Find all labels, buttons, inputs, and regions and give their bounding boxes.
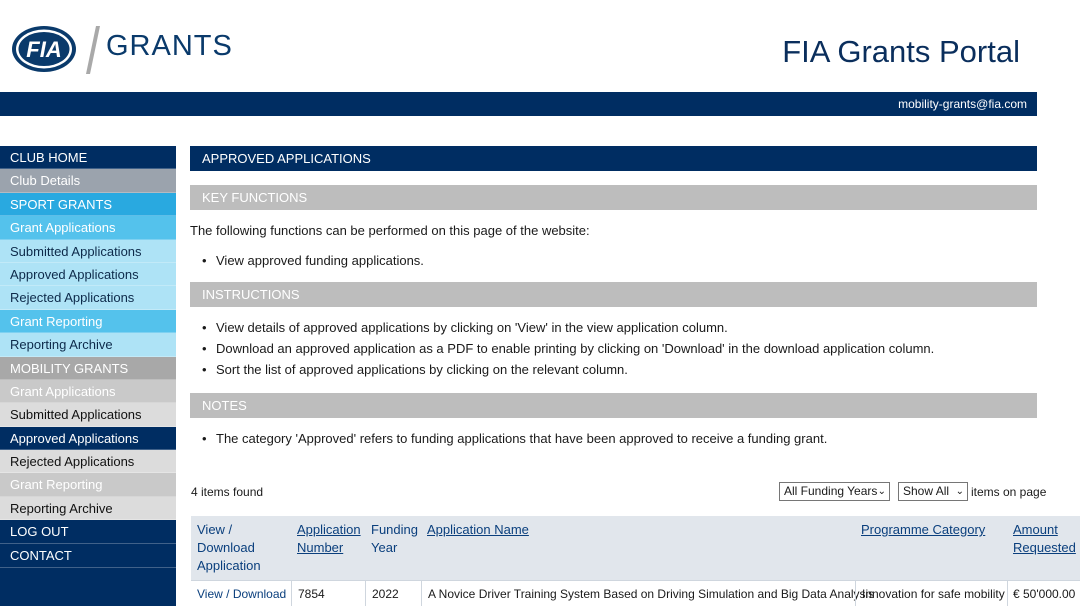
sidebar-item-contact[interactable]: CONTACT: [0, 544, 176, 568]
page-title: APPROVED APPLICATIONS: [190, 146, 1037, 171]
sidebar-item-sport-submitted-applications[interactable]: Submitted Applications: [0, 240, 176, 263]
instructions-list: [190, 317, 1037, 380]
contact-email[interactable]: mobility-grants@fia.com: [898, 97, 1027, 111]
instructions-heading: INSTRUCTIONS: [190, 282, 1037, 307]
view-link[interactable]: View: [197, 587, 223, 601]
page-header: [0, 0, 1080, 92]
sidebar-section-mobility-grants[interactable]: MOBILITY GRANTS: [0, 357, 176, 380]
list-item: • Download an approved application as a PDF to enable printing by clicking on 'Download' in the download application column.: [190, 338, 1037, 359]
funding-years-select[interactable]: [779, 482, 890, 501]
key-functions-heading: KEY FUNCTIONS: [190, 185, 1037, 210]
cell-funding-year: 2022: [365, 581, 421, 606]
cell-view-download: [191, 581, 291, 606]
sidebar-item-sport-rejected-applications[interactable]: Rejected Applications: [0, 286, 176, 309]
list-item: • The category 'Approved' refers to funding applications that have been approved to receive a funding grant.: [190, 428, 1037, 449]
table-row: [191, 580, 1080, 606]
sidebar-item-mobility-reporting-archive[interactable]: Reporting Archive: [0, 497, 176, 520]
sidebar-item-mobility-submitted-applications[interactable]: Submitted Applications: [0, 403, 176, 426]
sidebar-item-log-out[interactable]: LOG OUT: [0, 520, 176, 544]
cell-application-number: 7854: [291, 581, 365, 606]
download-link[interactable]: Download: [232, 587, 287, 601]
logo-slash-icon: [86, 26, 100, 74]
sidebar-item-mobility-grant-reporting[interactable]: Grant Reporting: [0, 473, 176, 496]
fia-logo[interactable]: [10, 24, 78, 74]
page-size-value: Show All: [903, 484, 950, 498]
key-functions-list: [190, 250, 1037, 271]
page-size-select[interactable]: [898, 482, 968, 501]
list-item: • View details of approved applications by clicking on 'View' in the view application column.: [190, 317, 1037, 338]
brand-name: GRANTS: [106, 30, 233, 62]
sidebar-item-mobility-rejected-applications[interactable]: Rejected Applications: [0, 450, 176, 473]
column-application-name[interactable]: Application Name: [427, 522, 529, 537]
chevron-down-icon: ⌄: [877, 486, 886, 497]
notes-heading: NOTES: [190, 393, 1037, 418]
key-functions-intro: The following functions can be performed on this page of the website:: [190, 223, 590, 238]
list-item: • View approved funding applications.: [190, 250, 1037, 271]
main-content: [190, 146, 1037, 449]
funding-years-value: All Funding Years: [784, 484, 878, 498]
top-bar: [0, 92, 1037, 116]
sidebar-item-sport-grant-reporting[interactable]: Grant Reporting: [0, 310, 176, 333]
column-amount-requested[interactable]: Amount Requested: [1013, 522, 1076, 555]
chevron-down-icon: ⌄: [955, 486, 964, 497]
cell-application-name: A Novice Driver Training System Based on Driving Simulation and Big Data Analysis: [421, 581, 855, 606]
column-funding-year: Funding Year: [371, 522, 418, 555]
cell-amount-requested: € 50'000.00: [1007, 581, 1080, 606]
notes-list: [190, 428, 1037, 449]
sidebar-item-club-home[interactable]: CLUB HOME: [0, 146, 176, 169]
items-on-page-label: items on page: [971, 485, 1047, 499]
link-separator: /: [226, 587, 230, 601]
items-found-count: 4 items found: [191, 485, 264, 499]
sidebar: [0, 146, 176, 606]
logo-text: FIA: [26, 37, 62, 62]
cell-programme-category: Innovation for safe mobility: [855, 581, 1007, 606]
sidebar-item-club-details[interactable]: Club Details: [0, 169, 176, 192]
list-item: • Sort the list of approved applications by clicking on the relevant column.: [190, 359, 1037, 380]
table-header: [191, 516, 1080, 580]
column-view-download: View / Download Application: [197, 522, 261, 573]
approved-applications-table: [191, 516, 1080, 606]
portal-title: FIA Grants Portal: [782, 34, 1020, 69]
column-application-number[interactable]: Application Number: [297, 522, 361, 555]
column-programme-category[interactable]: Programme Category: [861, 522, 986, 537]
sidebar-section-sport-grants[interactable]: SPORT GRANTS: [0, 193, 176, 216]
sidebar-item-mobility-approved-applications[interactable]: Approved Applications: [0, 427, 176, 450]
sidebar-item-sport-reporting-archive[interactable]: Reporting Archive: [0, 333, 176, 356]
sidebar-item-sport-grant-applications[interactable]: Grant Applications: [0, 216, 176, 239]
sidebar-item-mobility-grant-applications[interactable]: Grant Applications: [0, 380, 176, 403]
sidebar-item-sport-approved-applications[interactable]: Approved Applications: [0, 263, 176, 286]
